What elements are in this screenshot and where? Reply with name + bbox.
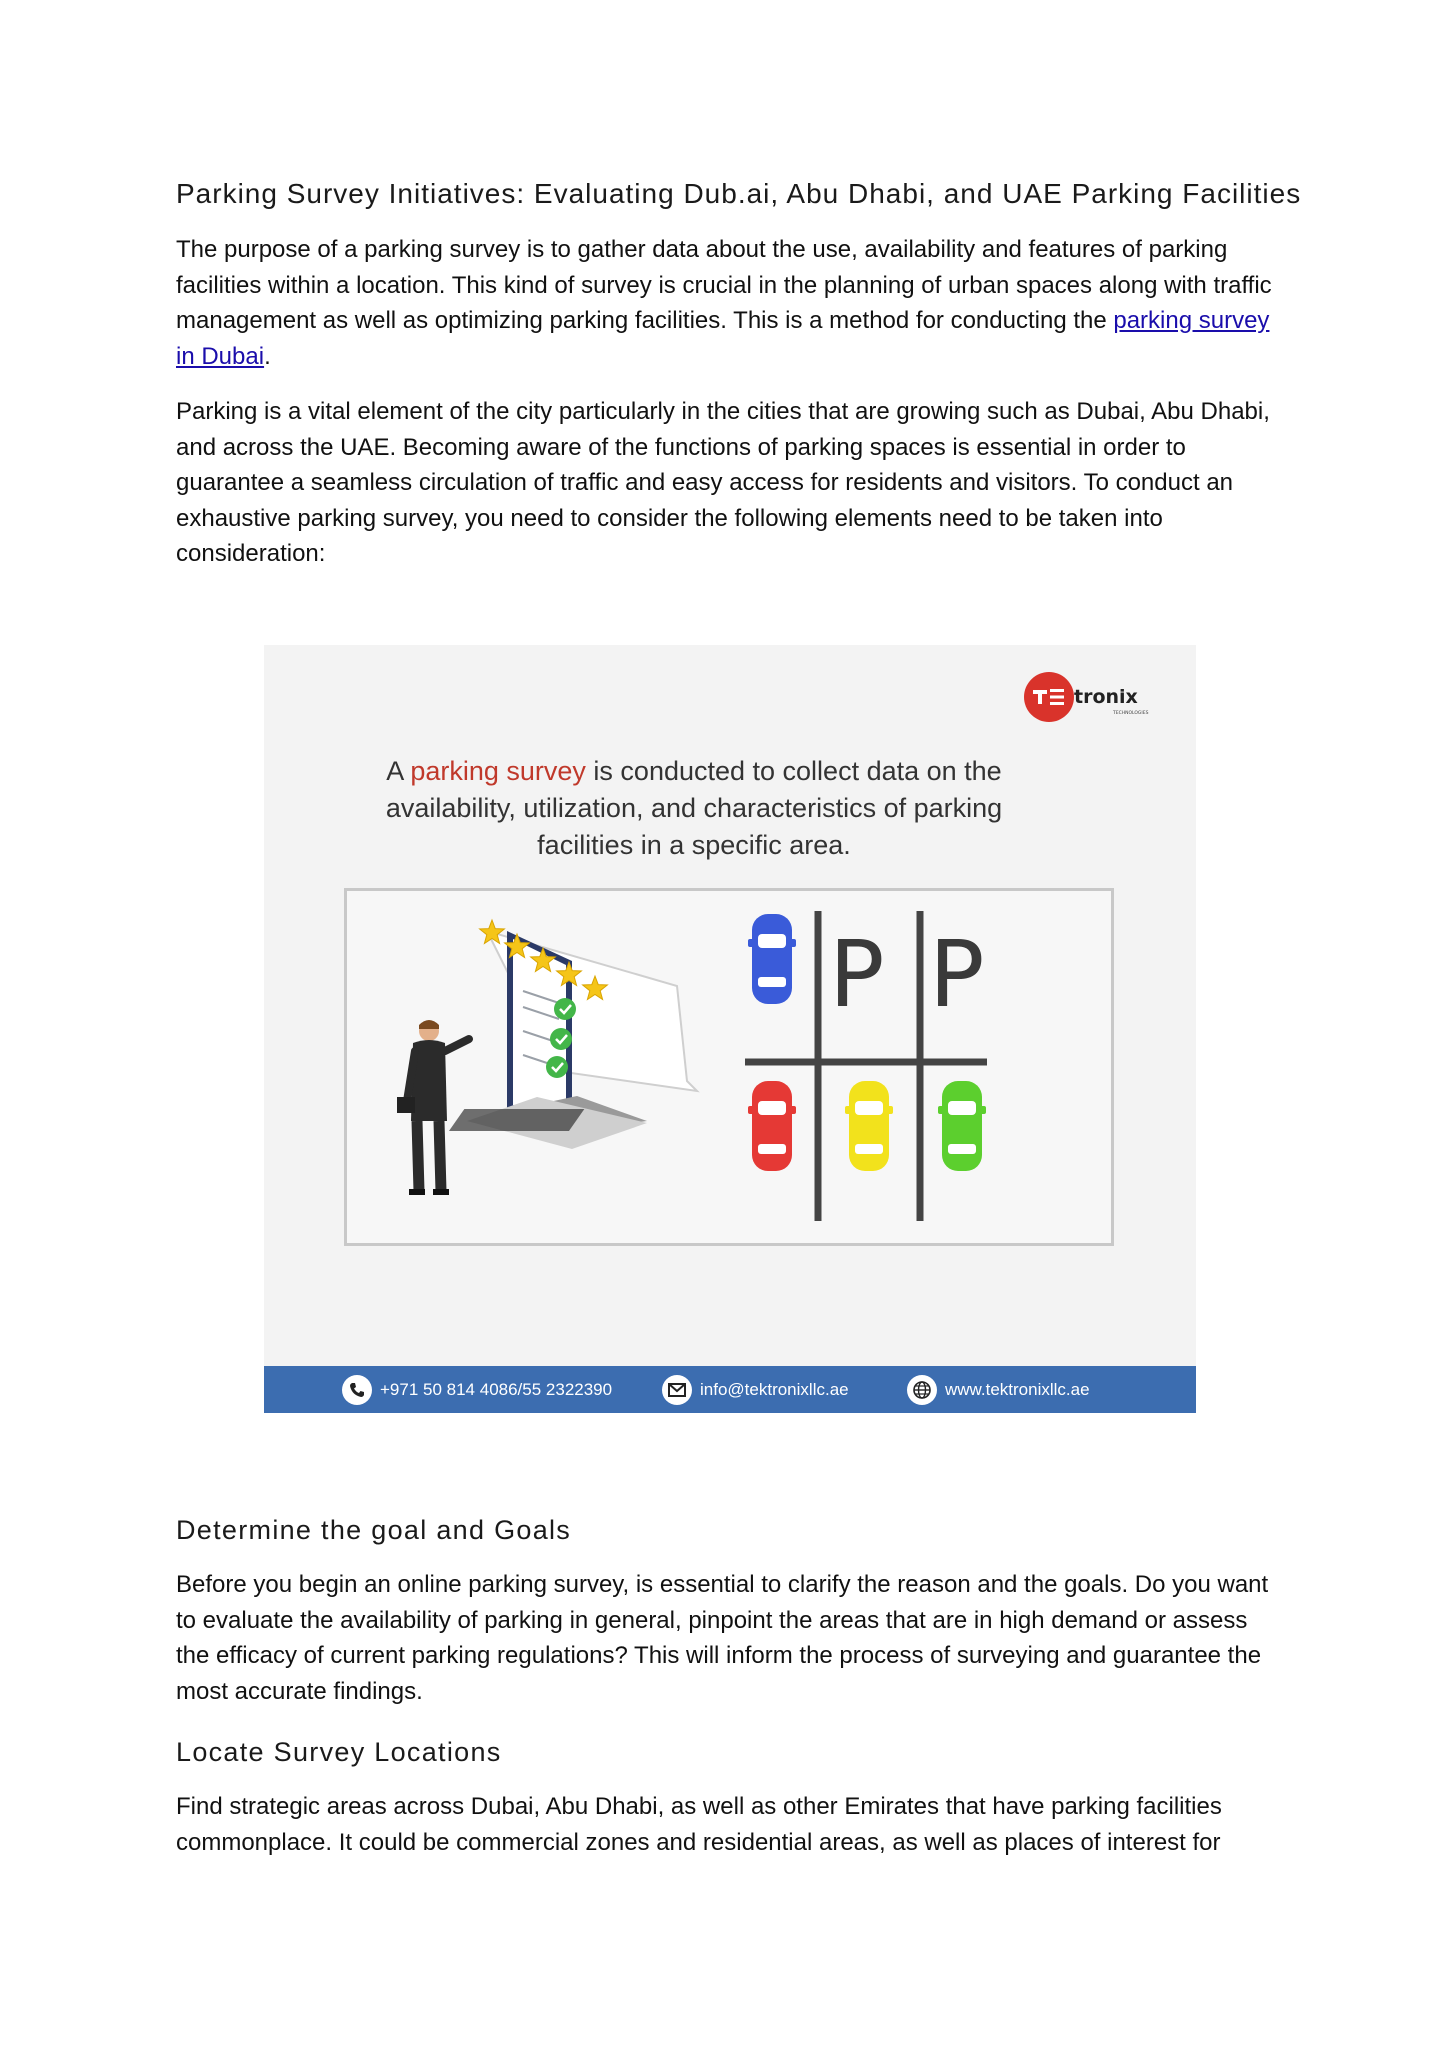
logo-wordmark: tronix	[1074, 686, 1138, 708]
phone-number: +971 50 814 4086/55 2322390	[380, 1380, 613, 1399]
section-paragraph-goals: Before you begin an online parking survey, is essential to clarify the reason and the goals. Do you want to evaluate the availability of parking in general, pinpoint the areas that are in high demand or assess the efficacy of current parking regulations? This will inform the process of surveying and guarantee the most accurate findings.	[176, 1571, 1269, 1705]
infographic-image	[264, 645, 1196, 1413]
caption-part-1: A	[386, 756, 411, 786]
caption-highlight: parking survey	[410, 756, 586, 786]
phone-icon	[342, 1375, 372, 1405]
section-paragraph-locations: Find strategic areas across Dubai, Abu Dhabi, as well as other Emirates that have parking facilities commonplace. It could be commercial zones and residential areas, as well as places of interest for	[176, 1793, 1222, 1856]
car-icon	[938, 1081, 986, 1171]
contact-bar	[264, 1366, 1196, 1413]
phone-contact[interactable]	[342, 1373, 612, 1407]
email-contact[interactable]	[662, 1373, 849, 1407]
paragraph-2: Parking is a vital element of the city particularly in the cities that are growing such as Dubai, Abu Dhabi, and across the UAE. Becoming aware of the functions of parking spaces is essential in order to guarantee a seamless circulation of traffic and easy access for residents and visitors. To conduct an exhaustive parking survey, you need to consider the following elements need to be taken into consideration:	[176, 398, 1270, 567]
page-title: Parking Survey Initiatives: Evaluating Dub.ai, Abu Dhabi, and UAE Parking Facilities	[176, 178, 1302, 209]
car-icon	[845, 1081, 893, 1171]
website-contact[interactable]	[907, 1373, 1090, 1407]
car-icon	[748, 1081, 796, 1171]
tektronix-logo	[1021, 667, 1171, 727]
check-circle-icon	[546, 1056, 568, 1078]
businessman-figure	[397, 1020, 469, 1195]
section-heading-goals: Determine the goal and Goals	[176, 1515, 572, 1545]
logo-subtext: TECHNOLOGIES	[1113, 711, 1149, 716]
infographic-caption	[364, 753, 1024, 864]
check-circle-icon	[550, 1028, 572, 1050]
section-heading-locations: Locate Survey Locations	[176, 1737, 502, 1767]
mail-icon	[662, 1375, 692, 1405]
intro-after-link: .	[264, 342, 271, 370]
intro-text: The purpose of a parking survey is to gather data about the use, availability and features of parking facilities within a location. This kind of survey is crucial in the planning of urban spaces along with traffic management as well as optimizing parking facilities. This is a method for conducting the	[176, 236, 1272, 334]
globe-icon	[907, 1375, 937, 1405]
check-circle-icon	[554, 998, 576, 1020]
intro-paragraph	[176, 232, 1286, 374]
caption-part-2: is conducted to collect data on the availability, utilization, and characteristics of parking facilities in a specific area.	[385, 756, 1003, 860]
car-icon	[748, 914, 796, 1004]
email-address: info@tektronixllc.ae	[700, 1380, 849, 1399]
illustration-frame	[344, 888, 1114, 1246]
parking-sign-1: P	[829, 921, 885, 1028]
parking-sign-2: P	[929, 921, 985, 1028]
parking-survey-dubai-link[interactable]: parking survey in Dubai	[176, 307, 1270, 370]
website-url: www.tektronixllc.ae	[945, 1380, 1090, 1399]
parking-survey-illustration	[347, 891, 1111, 1243]
